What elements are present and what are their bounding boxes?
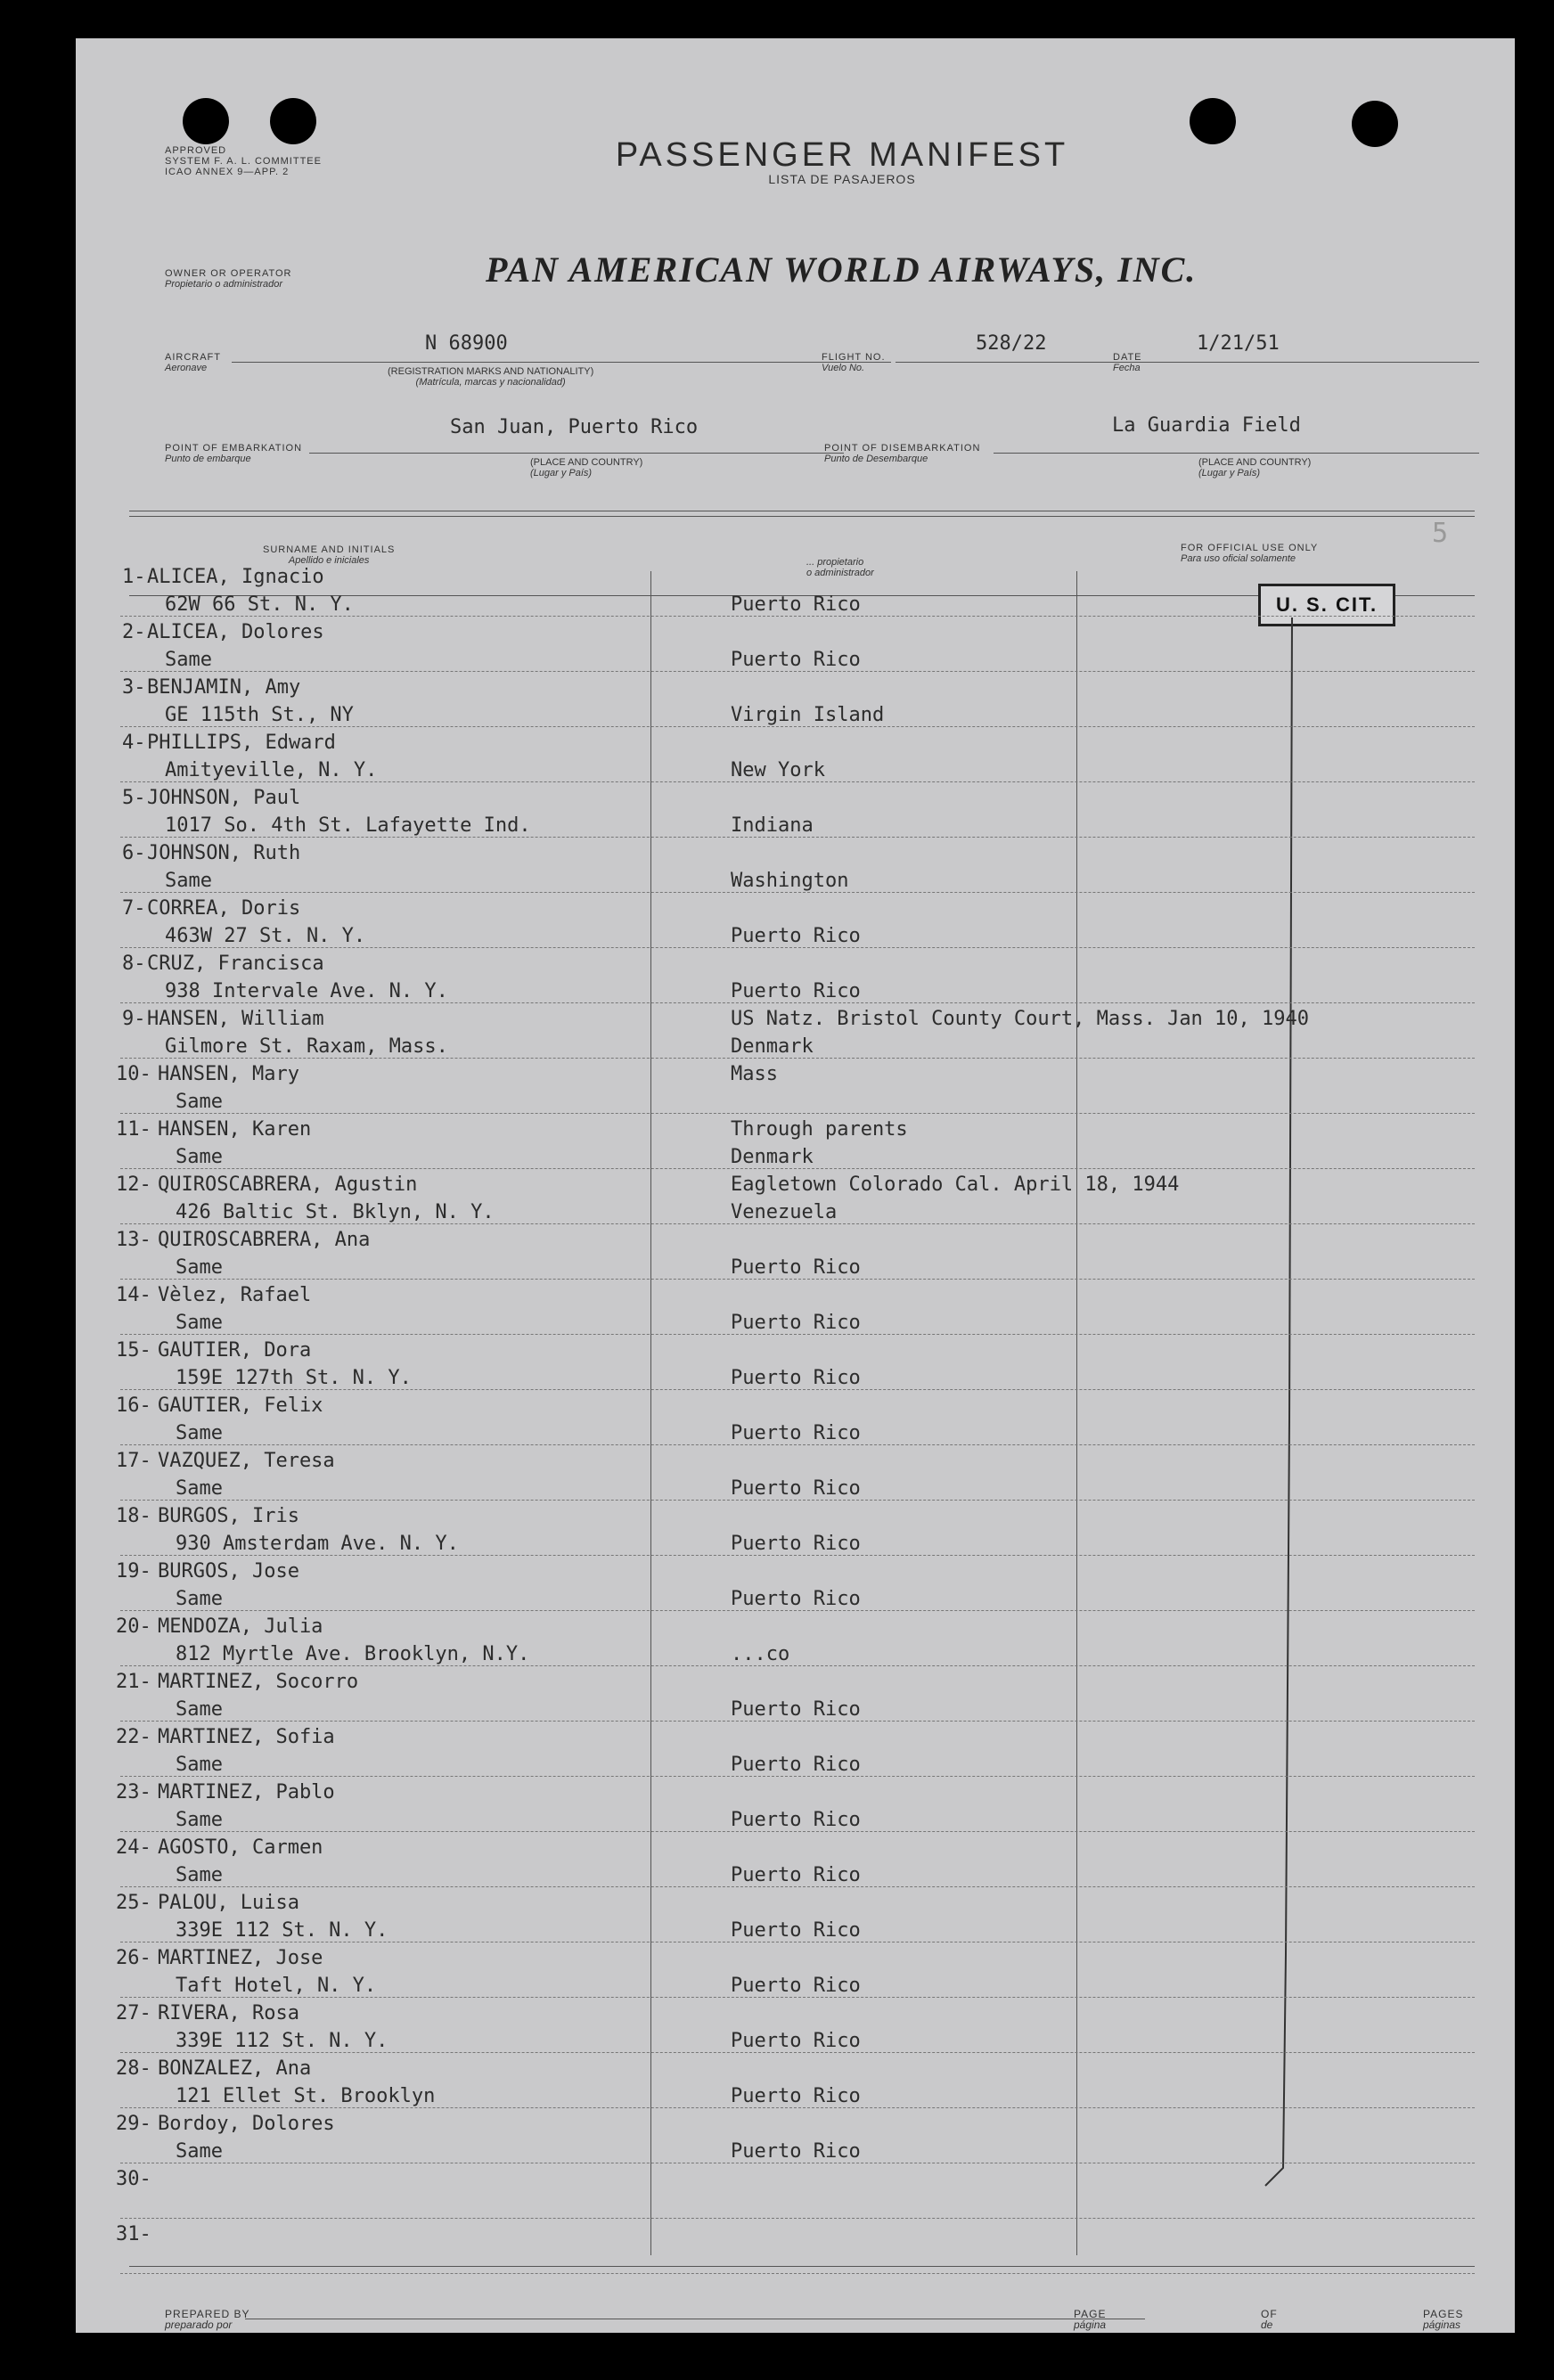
- place-label-en: (PLACE AND COUNTRY): [530, 457, 643, 468]
- passenger-address: Gilmore St. Raxam, Mass.: [165, 1035, 448, 1058]
- place-of-residence: Puerto Rico: [731, 1256, 861, 1279]
- registration-label: [388, 366, 593, 388]
- passenger-row: [76, 953, 1515, 1008]
- row-number: 18-: [116, 1505, 151, 1527]
- row-number: 28-: [116, 2057, 151, 2080]
- disembarkation-value: La Guardia Field: [1112, 414, 1301, 437]
- place-label-en: (PLACE AND COUNTRY): [1198, 457, 1312, 468]
- passenger-address: Amityeville, N. Y.: [165, 759, 378, 781]
- place-of-residence: Puerto Rico: [731, 1809, 861, 1831]
- surname-header: [263, 544, 395, 566]
- date-label: [1113, 352, 1142, 373]
- divider: [232, 362, 891, 363]
- passenger-row: [76, 1505, 1515, 1560]
- row-divider: [120, 1223, 1475, 1224]
- row-divider: [120, 1776, 1475, 1777]
- passenger-address: GE 115th St., NY: [165, 704, 354, 726]
- row-divider: [120, 1279, 1475, 1280]
- passenger-address: 463W 27 St. N. Y.: [165, 925, 366, 947]
- surname-header-es: Apellido e iniciales: [288, 555, 370, 566]
- row-number: 24-: [116, 1836, 151, 1859]
- passenger-name: ALICEA, Dolores: [147, 621, 324, 643]
- row-divider: [120, 2218, 1475, 2219]
- row-divider: [120, 1444, 1475, 1445]
- row-number: 17-: [116, 1450, 151, 1472]
- row-divider: [120, 1002, 1475, 1003]
- passenger-name: JOHNSON, Paul: [147, 787, 301, 809]
- approval-line: ICAO ANNEX 9—APP. 2: [165, 167, 290, 177]
- middle-header-b: o administrador: [806, 568, 874, 578]
- passenger-row: [76, 2113, 1515, 2168]
- place-of-residence: Indiana: [731, 814, 814, 837]
- passenger-name: GAUTIER, Felix: [158, 1394, 323, 1417]
- divider: [1154, 362, 1479, 363]
- row-number: 7-: [122, 897, 146, 920]
- row-number: 20-: [116, 1615, 151, 1638]
- place-label-es: (Lugar y País): [1198, 468, 1261, 478]
- form-subtitle: LISTA DE PASAJEROS: [768, 172, 916, 186]
- passenger-row: [76, 732, 1515, 787]
- passenger-name: MARTINEZ, Sofia: [158, 1726, 335, 1748]
- pages-label: [1423, 2309, 1463, 2330]
- naturalization-note: Eagletown Colorado Cal. April 18, 1944: [731, 1174, 1180, 1196]
- prepared-by-en: PREPARED BY: [165, 2308, 250, 2320]
- place-of-residence: Puerto Rico: [731, 1588, 861, 1610]
- divider: [129, 2266, 1475, 2267]
- row-divider: [120, 1997, 1475, 1998]
- passenger-row: [76, 1615, 1515, 1671]
- row-divider: [120, 1168, 1475, 1169]
- place-of-residence: Puerto Rico: [731, 1754, 861, 1776]
- place-of-residence: Puerto Rico: [731, 1367, 861, 1389]
- row-divider: [120, 892, 1475, 893]
- row-divider: [120, 2273, 1475, 2274]
- place-label-es: (Lugar y País): [530, 468, 593, 478]
- place-of-residence: Venezuela: [731, 1201, 838, 1223]
- row-number: 22-: [116, 1726, 151, 1748]
- row-number: 23-: [116, 1781, 151, 1803]
- place-of-residence: Washington: [731, 870, 849, 892]
- divider: [309, 453, 844, 454]
- place-of-residence: Puerto Rico: [731, 1975, 861, 1997]
- of-label: [1261, 2309, 1278, 2330]
- row-number: 2-: [122, 621, 146, 643]
- passenger-address: Same: [176, 1698, 223, 1721]
- passenger-row: [76, 566, 1515, 621]
- row-divider: [120, 1721, 1475, 1722]
- aircraft-label-es: Aeronave: [165, 363, 208, 373]
- embarkation-value: San Juan, Puerto Rico: [450, 416, 699, 438]
- passenger-name: MARTINEZ, Jose: [158, 1947, 323, 1969]
- passenger-row: [76, 1339, 1515, 1394]
- place-of-residence: Virgin Island: [731, 704, 885, 726]
- passenger-address: 121 Ellet St. Brooklyn: [176, 2085, 436, 2107]
- punch-hole: [270, 98, 316, 144]
- place-of-residence: Puerto Rico: [731, 1477, 861, 1500]
- disembarkation-label-en: POINT OF DISEMBARKATION: [824, 443, 981, 454]
- aircraft-value: N 68900: [425, 332, 508, 355]
- row-divider: [120, 1886, 1475, 1887]
- passenger-name: CRUZ, Francisca: [147, 953, 324, 975]
- row-number: 9-: [122, 1008, 146, 1030]
- middle-header-a: ... propietario: [806, 557, 864, 568]
- passenger-row: [76, 1008, 1515, 1063]
- owner-label: [165, 268, 292, 290]
- passenger-address: Same: [176, 1312, 223, 1334]
- passenger-row: [76, 1174, 1515, 1229]
- passenger-name: ALICEA, Ignacio: [147, 566, 324, 588]
- passenger-address: Same: [176, 1588, 223, 1610]
- flight-label-es: Vuelo No.: [822, 363, 865, 373]
- place-of-residence: Puerto Rico: [731, 2140, 861, 2163]
- approval-line: APPROVED: [165, 145, 227, 156]
- of-label-es: de: [1261, 2319, 1273, 2331]
- passenger-address: 159E 127th St. N. Y.: [176, 1367, 412, 1389]
- row-number: 12-: [116, 1174, 151, 1196]
- row-number: 13-: [116, 1229, 151, 1251]
- place-of-residence: Puerto Rico: [731, 980, 861, 1002]
- passenger-address: 426 Baltic St. Bklyn, N. Y.: [176, 1201, 495, 1223]
- date-label-es: Fecha: [1113, 363, 1141, 373]
- passenger-name: Vèlez, Rafael: [158, 1284, 312, 1306]
- passenger-row: [76, 1671, 1515, 1726]
- place-of-residence: Puerto Rico: [731, 593, 861, 616]
- divider: [129, 516, 1475, 517]
- place-of-residence: Puerto Rico: [731, 1533, 861, 1555]
- surname-header-en: SURNAME AND INITIALS: [263, 544, 396, 555]
- place-of-residence: Puerto Rico: [731, 1698, 861, 1721]
- passenger-row: [76, 2223, 1515, 2278]
- place-of-residence: Puerto Rico: [731, 2030, 861, 2052]
- place-of-residence: Puerto Rico: [731, 1312, 861, 1334]
- embarkation-label: [165, 443, 302, 464]
- passenger-row: [76, 1229, 1515, 1284]
- punch-hole: [183, 98, 229, 144]
- passenger-name: BURGOS, Jose: [158, 1560, 299, 1583]
- approval-note: [165, 145, 322, 177]
- passenger-row: [76, 2057, 1515, 2113]
- row-number: 14-: [116, 1284, 151, 1306]
- row-divider: [120, 2052, 1475, 2053]
- passenger-address: 938 Intervale Ave. N. Y.: [165, 980, 448, 1002]
- of-label-en: OF: [1261, 2308, 1278, 2320]
- prepared-by-es: preparado por: [165, 2319, 233, 2331]
- pages-label-en: PAGES: [1423, 2308, 1464, 2320]
- flight-value: 528/22: [976, 332, 1047, 355]
- row-number: 11-: [116, 1118, 151, 1141]
- passenger-name: PHILLIPS, Edward: [147, 732, 336, 754]
- row-number: 31-: [116, 2223, 151, 2245]
- official-header-en: FOR OFFICIAL USE ONLY: [1181, 543, 1319, 553]
- passenger-name: RIVERA, Rosa: [158, 2002, 299, 2024]
- place-of-residence: Puerto Rico: [731, 649, 861, 671]
- passenger-name: HANSEN, Karen: [158, 1118, 312, 1141]
- passenger-name: MARTINEZ, Socorro: [158, 1671, 359, 1693]
- passenger-row: [76, 1781, 1515, 1836]
- passenger-row: [76, 1560, 1515, 1615]
- row-number: 16-: [116, 1394, 151, 1417]
- place-of-residence: Denmark: [731, 1146, 814, 1168]
- row-divider: [120, 671, 1475, 672]
- place-of-residence: Puerto Rico: [731, 925, 861, 947]
- passenger-row: [76, 897, 1515, 953]
- passenger-row: [76, 1947, 1515, 2002]
- passenger-address: Same: [165, 870, 212, 892]
- flight-label: [822, 352, 886, 373]
- passenger-name: VAZQUEZ, Teresa: [158, 1450, 335, 1472]
- passenger-address: Same: [176, 1146, 223, 1168]
- row-divider: [120, 1665, 1475, 1666]
- passenger-address: Same: [176, 1809, 223, 1831]
- passenger-name: MARTINEZ, Pablo: [158, 1781, 335, 1803]
- place-of-residence: New York: [731, 759, 825, 781]
- place-of-residence: Puerto Rico: [731, 1422, 861, 1444]
- passenger-address: Same: [165, 649, 212, 671]
- disembarkation-label: [824, 443, 980, 464]
- official-header: [1181, 543, 1318, 564]
- passenger-name: BURGOS, Iris: [158, 1505, 299, 1527]
- passenger-address: Taft Hotel, N. Y.: [176, 1975, 377, 1997]
- owner-name: PAN AMERICAN WORLD AIRWAYS, INC.: [486, 249, 1198, 290]
- row-number: 19-: [116, 1560, 151, 1583]
- pages-label-es: páginas: [1423, 2319, 1461, 2331]
- passenger-address: Same: [176, 1422, 223, 1444]
- passenger-name: GAUTIER, Dora: [158, 1339, 312, 1362]
- row-divider: [120, 1555, 1475, 1556]
- passenger-name: CORREA, Doris: [147, 897, 301, 920]
- approval-line: SYSTEM F. A. L. COMMITTEE: [165, 156, 322, 167]
- row-number: 8-: [122, 953, 146, 975]
- row-number: 1-: [122, 566, 146, 588]
- place-of-residence: Puerto Rico: [731, 1864, 861, 1886]
- place-of-residence: Puerto Rico: [731, 1919, 861, 1942]
- page-label-es: página: [1074, 2319, 1107, 2331]
- passenger-address: Same: [176, 1754, 223, 1776]
- passenger-row: [76, 1118, 1515, 1174]
- official-header-es: Para uso oficial solamente: [1181, 553, 1296, 564]
- passenger-address: 1017 So. 4th St. Lafayette Ind.: [165, 814, 531, 837]
- passenger-row: [76, 787, 1515, 842]
- passenger-address: Same: [176, 1477, 223, 1500]
- passenger-name: JOHNSON, Ruth: [147, 842, 301, 864]
- naturalization-note: US Natz. Bristol County Court, Mass. Jan 10, 1940: [731, 1008, 1310, 1030]
- passenger-name: QUIROSCABRERA, Agustin: [158, 1174, 418, 1196]
- passenger-address: 339E 112 St. N. Y.: [176, 1919, 388, 1942]
- passenger-address: Same: [176, 1256, 223, 1279]
- passenger-address: 930 Amsterdam Ave. N. Y.: [176, 1533, 459, 1555]
- passenger-row: [76, 1892, 1515, 1947]
- owner-label-es: Propietario o administrador: [165, 279, 283, 290]
- form-title: PASSENGER MANIFEST: [615, 136, 1069, 174]
- row-number: 15-: [116, 1339, 151, 1362]
- divider: [994, 453, 1479, 454]
- passenger-name: QUIROSCABRERA, Ana: [158, 1229, 371, 1251]
- row-divider: [120, 1058, 1475, 1059]
- passenger-row: [76, 621, 1515, 676]
- manifest-sheet: [76, 38, 1515, 2333]
- row-divider: [120, 1334, 1475, 1335]
- punch-hole: [1352, 101, 1398, 147]
- registration-label-es: (Matrícula, marcas y nacionalidad): [415, 377, 566, 388]
- passenger-row: [76, 842, 1515, 897]
- row-divider: [120, 726, 1475, 727]
- passenger-row: [76, 1726, 1515, 1781]
- disembarkation-label-es: Punto de Desembarque: [824, 454, 928, 464]
- row-divider: [120, 1500, 1475, 1501]
- disembark-place-label: [1198, 457, 1311, 478]
- passenger-name: PALOU, Luisa: [158, 1892, 299, 1914]
- passenger-row: [76, 676, 1515, 732]
- row-number: 26-: [116, 1947, 151, 1969]
- passenger-row: [76, 1836, 1515, 1892]
- row-number: 3-: [122, 676, 146, 699]
- punch-hole: [1190, 98, 1236, 144]
- row-divider: [120, 781, 1475, 782]
- passenger-address: Same: [176, 1864, 223, 1886]
- prepared-by-label: [165, 2309, 249, 2330]
- row-divider: [120, 2107, 1475, 2108]
- passenger-name: AGOSTO, Carmen: [158, 1836, 323, 1859]
- embark-place-label: [530, 457, 642, 478]
- page-label-en: PAGE: [1074, 2308, 1107, 2320]
- page-label: [1074, 2309, 1106, 2330]
- aircraft-label-en: AIRCRAFT: [165, 352, 221, 363]
- row-number: 5-: [122, 787, 146, 809]
- row-divider: [120, 837, 1475, 838]
- row-number: 29-: [116, 2113, 151, 2135]
- passenger-address: 812 Myrtle Ave. Brooklyn, N.Y.: [176, 1643, 530, 1665]
- place-of-residence: Denmark: [731, 1035, 814, 1058]
- passenger-address: Same: [176, 1091, 223, 1113]
- naturalization-note: Through parents: [731, 1118, 908, 1141]
- row-number: 4-: [122, 732, 146, 754]
- passenger-address: 62W 66 St. N. Y.: [165, 593, 354, 616]
- passenger-row: [76, 2168, 1515, 2223]
- row-number: 10-: [116, 1063, 151, 1085]
- row-divider: [120, 1610, 1475, 1611]
- passenger-address: 339E 112 St. N. Y.: [176, 2030, 388, 2052]
- passenger-row: [76, 1450, 1515, 1505]
- passenger-name: HANSEN, Mary: [158, 1063, 299, 1085]
- row-number: 27-: [116, 2002, 151, 2024]
- row-number: 6-: [122, 842, 146, 864]
- date-value: 1/21/51: [1197, 332, 1280, 355]
- passenger-address: Same: [176, 2140, 223, 2163]
- place-of-residence: Puerto Rico: [731, 2085, 861, 2107]
- passenger-name: BONZALEZ, Ana: [158, 2057, 312, 2080]
- row-number: 30-: [116, 2168, 151, 2190]
- embarkation-label-en: POINT OF EMBARKATION: [165, 443, 303, 454]
- row-divider: [120, 1389, 1475, 1390]
- aircraft-label: [165, 352, 221, 373]
- passenger-name: MENDOZA, Julia: [158, 1615, 323, 1638]
- passenger-row: [76, 1063, 1515, 1118]
- passenger-row: [76, 2002, 1515, 2057]
- row-number: 25-: [116, 1892, 151, 1914]
- place-of-residence: ...co: [731, 1643, 790, 1665]
- passenger-name: Bordoy, Dolores: [158, 2113, 335, 2135]
- date-label-en: DATE: [1113, 352, 1142, 363]
- flight-label-en: FLIGHT NO.: [822, 352, 886, 363]
- passenger-name: BENJAMIN, Amy: [147, 676, 301, 699]
- passenger-row: [76, 1394, 1515, 1450]
- passenger-name: HANSEN, William: [147, 1008, 324, 1030]
- naturalization-note: Mass: [731, 1063, 778, 1085]
- row-divider: [120, 947, 1475, 948]
- row-divider: [120, 1831, 1475, 1832]
- row-divider: [120, 1113, 1475, 1114]
- owner-label-en: OWNER OR OPERATOR: [165, 268, 292, 279]
- embarkation-label-es: Punto de embarque: [165, 454, 251, 464]
- row-number: 21-: [116, 1671, 151, 1693]
- row-divider: [120, 616, 1475, 617]
- us-citizen-stamp: U. S. CIT.: [1258, 584, 1395, 626]
- corner-mark: 5: [1432, 518, 1449, 549]
- registration-label-en: (REGISTRATION MARKS AND NATIONALITY): [388, 366, 594, 377]
- passenger-row: [76, 1284, 1515, 1339]
